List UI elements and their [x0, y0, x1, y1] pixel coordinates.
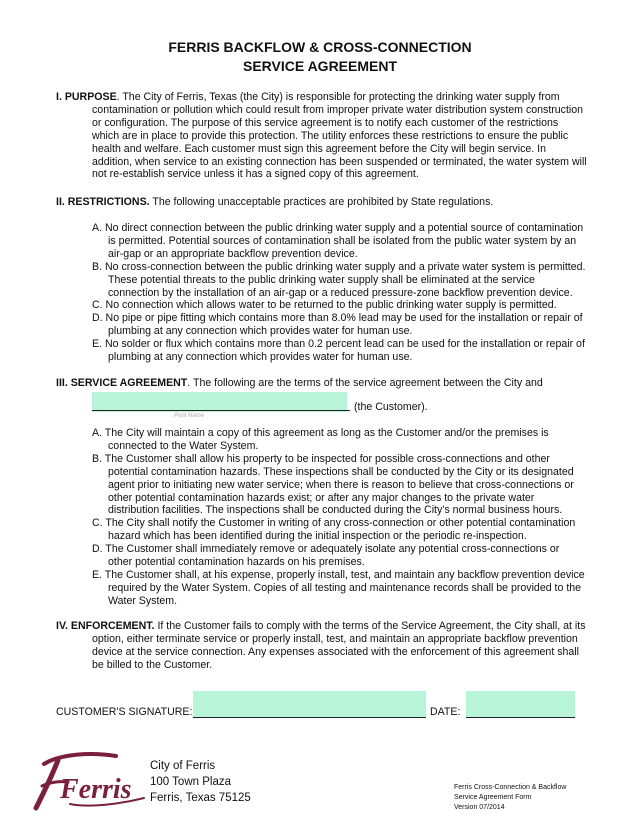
- agreement-list: [92, 427, 586, 608]
- enforcement-text: If the Customer fails to comply with the terms of the Service Agreement, the City shall, at its option, either terminate service or properly install, test, and maintain an appropriate backflow prevention device at the service connection. Any expenses associated with the enforcement of this agreement shall be billed to the Customer.: [92, 620, 586, 671]
- agreement-item-b: B. The Customer shall allow his property to be inspected for possible cross-connections and other potential contamination hazards. These inspections shall be conducted by the City or its designated agent prior to initiating new water service; when there is reason to believe that cross-connections or other potential contamination hazards exist; or after any major changes to the private water distribution facilities. The inspections shall be conducted during the City’s normal business hours.: [92, 452, 574, 517]
- document-title-line2: SERVICE AGREEMENT: [242, 58, 398, 74]
- form-info-line-1: Ferris Cross-Connection & Backflow: [454, 784, 567, 791]
- form-info-line-3: Version 07/2014: [454, 804, 505, 811]
- agreement-intro: . The following are the terms of the service agreement between the City and: [187, 377, 543, 389]
- customer-name-underline: [92, 398, 350, 411]
- purpose-heading: I. PURPOSE: [56, 91, 117, 103]
- address-line-3: Ferris, Texas 75125: [150, 792, 251, 804]
- agreement-heading: III. SERVICE AGREEMENT: [56, 377, 188, 389]
- ferris-logo: [30, 748, 148, 819]
- date-underline: [466, 704, 575, 718]
- logo-wordmark: Ferris: [60, 774, 132, 805]
- restriction-item-d: D. No pipe or pipe fitting which contains more than 8.0% lead may be used for the installation or repair of plumbing at any connection which provides water for human use.: [92, 312, 583, 338]
- signature-label: CUSTOMER'S SIGNATURE:: [56, 706, 193, 718]
- restriction-item-e: E. No solder or flux which contains more than 0.2 percent lead can be used for the installation or repair of plumbing at any connection which provides water for human use.: [92, 338, 585, 364]
- agreement-item-e: E. The Customer shall, at his expense, properly install, test, and maintain any backflow prevention device required by the Water System. Copies of all testing and maintenance records shall be provided to the Water System.: [92, 568, 585, 607]
- customer-suffix: (the Customer).: [354, 401, 428, 413]
- restrictions-section: [56, 196, 588, 209]
- restriction-item-c: C. No connection which allows water to be returned to the public drinking water supply is permitted.: [92, 299, 557, 312]
- city-address: [150, 758, 251, 806]
- purpose-text: . The City of Ferris, Texas (the City) is responsible for protecting the drinking water supply from contamination or pollution which could result from improper private water distribution system construction or configuration. The purpose of this service agreement is to notify each customer of the restrictions which are in place to provide this protection. The utility enforces these restrictions to ensure the public health and welfare. Each customer must sign this agreement before the City will begin service. In addition, when service to an existing connection has been suspended or terminated, the water system will not re-establish service unless it has a signed copy of this agreement.: [92, 91, 587, 181]
- print-name-hint: Print Name: [174, 413, 205, 419]
- form-info-line-2: Service Agreement Form: [454, 794, 532, 801]
- agreement-item-a: A. The City will maintain a copy of this agreement as long as the Customer and/or the premises is connected to the Water System.: [92, 427, 549, 452]
- date-label: DATE:: [430, 706, 461, 718]
- purpose-section: [56, 91, 588, 181]
- restrictions-list: [92, 222, 586, 364]
- restrictions-heading: II. RESTRICTIONS.: [56, 196, 150, 208]
- signature-underline: [193, 704, 426, 718]
- form-info: [454, 783, 566, 813]
- address-line-1: City of Ferris: [150, 760, 216, 772]
- restriction-item-a: A. No direct connection between the public drinking water supply and a potential source of contamination is permitted. Potential sources of contamination shall be isolated from the public water system by an air-gap or an appropriate backflow prevention device.: [92, 222, 584, 260]
- enforcement-heading: IV. ENFORCEMENT.: [56, 620, 155, 632]
- restrictions-intro: The following unacceptable practices are prohibited by State regulations.: [149, 196, 494, 208]
- agreement-item-c: C. The City shall notify the Customer in writing of any cross-connection or other potential contamination hazard which has been identified during the initial inspection or the periodic re-inspection.: [92, 517, 576, 543]
- enforcement-section: [56, 620, 588, 672]
- agreement-item-d: D. The Customer shall immediately remove or adequately isolate any potential cross-connections or other potential contamination hazards on his premises.: [92, 543, 560, 569]
- address-line-2: 100 Town Plaza: [150, 776, 231, 788]
- document-title-line1: FERRIS BACKFLOW & CROSS-CONNECTION: [168, 39, 472, 55]
- restriction-item-b: B. No cross-connection between the public drinking water supply and a private water system is permitted. These potential threats to the public drinking water supply shall be eliminated at the service connection by the installation of an air-gap or a reduced pressure-zone backflow prevention device.: [92, 260, 586, 299]
- agreement-section: [56, 377, 588, 390]
